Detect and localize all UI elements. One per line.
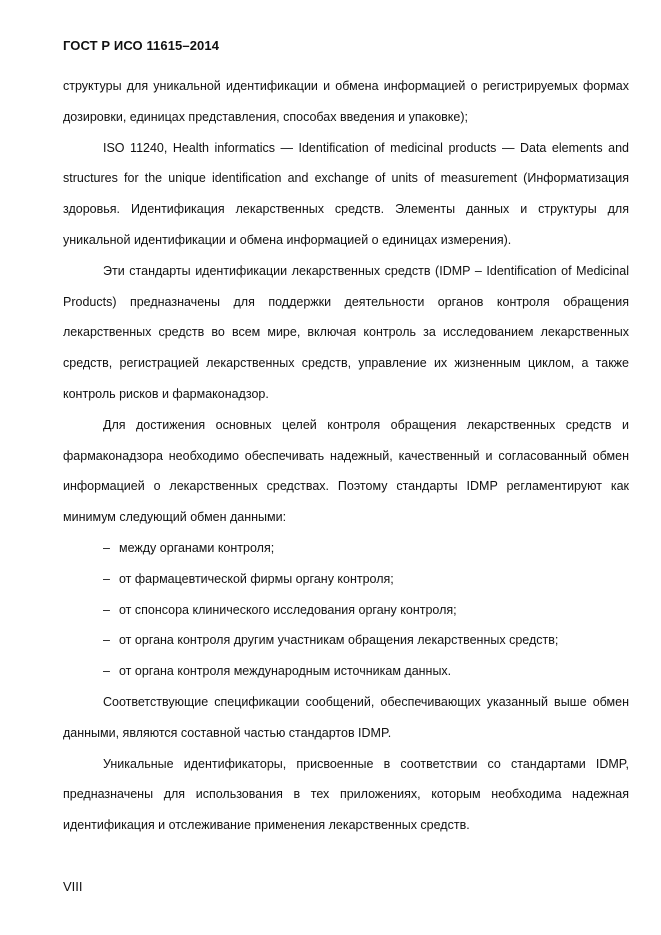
list-dash: –	[103, 633, 110, 648]
list-dash: –	[103, 664, 110, 679]
page-number: VIII	[63, 879, 83, 894]
list-item	[63, 533, 629, 564]
list-item-text: от органа контроля другим участникам обращения лекарственных средств;	[119, 633, 559, 648]
list-item	[63, 595, 629, 626]
list-item-text: между органами контроля;	[119, 540, 275, 555]
list-dash: –	[103, 540, 110, 555]
list-item-text: от органа контроля международным источникам данных.	[119, 664, 452, 679]
paragraph-idmp-purpose: Эти стандарты идентификации лекарственных средств (IDMP – Identification of Medicinal Products) предназначены для поддержки деятельности органов контроля обращения лекарственных средств во всем мире, включая контроль за исследованием лекарственных средств, регистрацией лекарственных средств, управление их жизненным циклом, а также контроль рисков и фармаконадзор.	[63, 263, 629, 401]
paragraph-message-specs: Соответствующие спецификации сообщений, обеспечивающих указанный выше обмен данными, являются составной частью стандартов IDMP.	[63, 694, 629, 740]
list-dash: –	[103, 571, 110, 586]
list-dash: –	[103, 602, 110, 617]
list-item-text: от фармацевтической фирмы органу контроля;	[119, 571, 394, 586]
paragraph-unique-identifiers: Уникальные идентификаторы, присвоенные в соответствии со стандартами IDMP, предназначены для использования в тех приложениях, которым необходима надежная идентификация и отслеживание применения лекарственных средств.	[63, 756, 629, 833]
paragraph-continuation: структуры для уникальной идентификации и обмена информацией о регистрируемых формах дозировки, единицах представления, способах введения и упаковке);	[63, 79, 629, 124]
list-item	[63, 656, 629, 687]
list-item	[63, 625, 629, 656]
paragraph-iso-11240: ISO 11240, Health informatics — Identification of medicinal products — Data elements and structures for the unique identification and exchange of units of measurement (Информатизация здоровья. Идентификация лекарственных средств. Элементы данных и структуры для уникальной идентификации и обмена информацией о единицах измерения).	[63, 140, 629, 247]
document-header: ГОСТ Р ИСО 11615–2014	[63, 38, 220, 53]
paragraph-data-exchange: Для достижения основных целей контроля обращения лекарственных средств и фармаконадзора необходимо обеспечивать надежный, качественный и согласованный обмен информацией о лекарственных средствах. Поэтому стандарты IDMP регламентируют как минимум следующий обмен данными:	[63, 417, 629, 525]
exchange-list	[63, 533, 629, 687]
list-item	[63, 564, 629, 595]
list-item-text: от спонсора клинического исследования органу контроля;	[119, 602, 457, 617]
page-body	[63, 71, 629, 841]
